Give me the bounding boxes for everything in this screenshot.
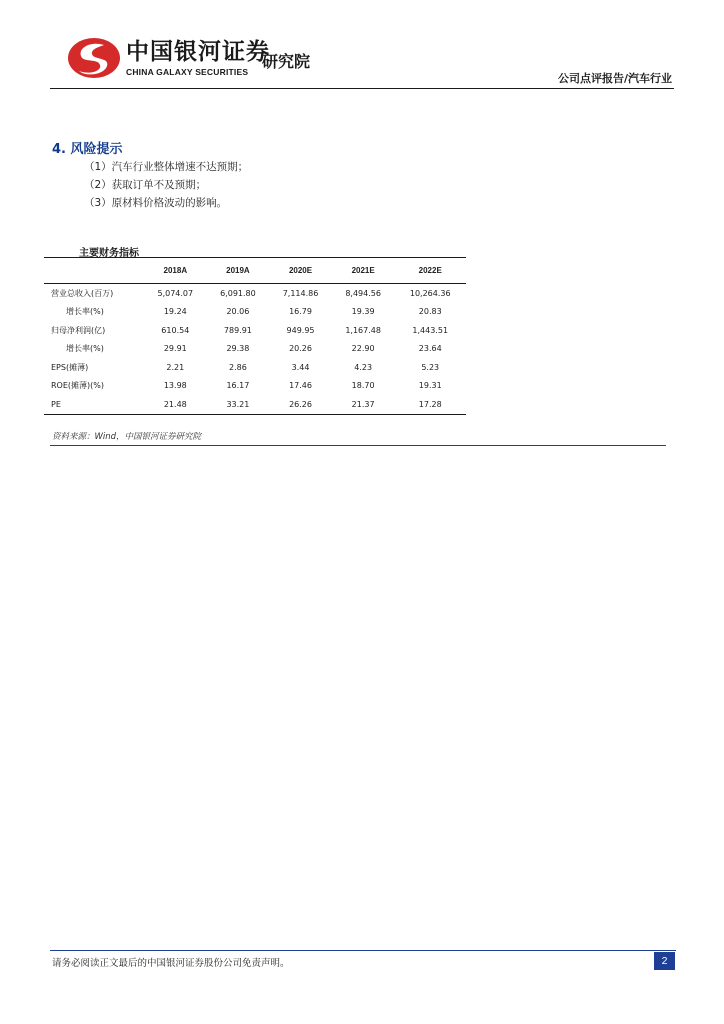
table-cell: 5,074.07 — [157, 288, 194, 298]
table-cell: 17.46 — [289, 381, 312, 391]
table-cell: 8,494.56 — [345, 288, 381, 298]
table-cell: 19.24 — [163, 307, 187, 317]
table-cell: 23.64 — [418, 344, 442, 354]
table-cell: 3.44 — [291, 362, 310, 372]
header-divider — [50, 88, 674, 89]
table-cell: 29.91 — [163, 344, 187, 354]
table-cell: 2.21 — [166, 362, 185, 372]
row-label: 增长率(%) — [66, 307, 104, 317]
table-cell: 6,091.80 — [220, 288, 256, 298]
row-label: 增长率(%) — [66, 344, 104, 354]
table-cell: 21.48 — [163, 399, 187, 409]
section-divider — [50, 445, 666, 446]
brand-name-en: CHINA GALAXY SECURITIES — [126, 67, 249, 77]
source-note: 资料来源：Wind，中国银河证券研究院 — [52, 432, 202, 442]
table-row — [44, 303, 466, 322]
galaxy-logo-icon — [66, 36, 122, 80]
table-header-empty — [44, 258, 144, 284]
risk-item: （1）汽车行业整体增速不达预期； — [84, 161, 249, 173]
column-header: 2018A — [163, 266, 188, 275]
risk-item: （3）原材料价格波动的影响。 — [84, 197, 228, 209]
table-cell: 29.38 — [226, 344, 250, 354]
risk-list — [84, 158, 248, 212]
table-row — [44, 395, 466, 414]
table-row — [44, 340, 466, 359]
table-cell: 7,114.86 — [282, 288, 319, 298]
table-cell: 21.37 — [351, 399, 375, 409]
page-number: 2 — [654, 952, 675, 970]
brand-name-cn: 中国银河证券 — [126, 39, 270, 65]
table-cell: 13.98 — [163, 381, 187, 391]
table-cell: 16.79 — [289, 307, 312, 317]
table-cell: 17.28 — [418, 399, 442, 409]
table-cell: 2.86 — [229, 362, 247, 372]
table-cell: 26.26 — [289, 399, 312, 409]
row-label: ROE(摊薄)(%) — [51, 381, 104, 391]
financial-table — [44, 257, 466, 415]
row-label: EPS(摊薄) — [51, 362, 89, 372]
table-row — [44, 321, 466, 340]
table-cell: 18.70 — [351, 381, 375, 391]
report-type: 公司点评报告/汽车行业 — [557, 72, 672, 85]
table-cell: 610.54 — [161, 325, 190, 335]
table-cell: 20.06 — [226, 307, 250, 317]
table-cell: 19.31 — [418, 381, 442, 391]
table-cell: 949.95 — [286, 325, 315, 335]
column-header: 2021E — [351, 266, 375, 275]
footer-disclaimer: 请务必阅读正文最后的中国银河证券股份公司免责声明。 — [52, 958, 290, 969]
risk-item: （2）获取订单不及预期； — [84, 179, 207, 191]
table-row — [44, 377, 466, 396]
table-cell: 33.21 — [226, 399, 250, 409]
table-cell: 789.91 — [223, 325, 252, 335]
table-caption: 主要财务指标 — [79, 248, 139, 259]
column-header: 2019A — [226, 266, 250, 275]
table-cell: 5.23 — [421, 362, 440, 372]
table-cell: 16.17 — [226, 381, 250, 391]
column-header: 2022E — [418, 266, 442, 275]
table-cell: 1,443.51 — [412, 325, 449, 335]
table-cell: 10,264.36 — [409, 288, 451, 298]
table-cell: 19.39 — [351, 307, 375, 317]
table-row — [44, 284, 466, 303]
table-cell: 20.83 — [418, 307, 442, 317]
table-cell: 4.23 — [354, 362, 373, 372]
section-title: 4. 风险提示 — [52, 142, 123, 157]
table-cell: 20.26 — [289, 344, 312, 354]
table-cell: 1,167.48 — [345, 325, 381, 335]
row-label: 归母净利润(亿) — [51, 325, 106, 335]
table-row — [44, 358, 466, 377]
footer-divider — [50, 950, 676, 951]
brand-institute: 研究院 — [262, 52, 311, 71]
table-cell: 22.90 — [351, 344, 375, 354]
row-label: 营业总收入(百万) — [51, 288, 114, 298]
row-label: PE — [51, 399, 61, 409]
table-header-row — [44, 258, 466, 284]
column-header: 2020E — [288, 266, 313, 275]
